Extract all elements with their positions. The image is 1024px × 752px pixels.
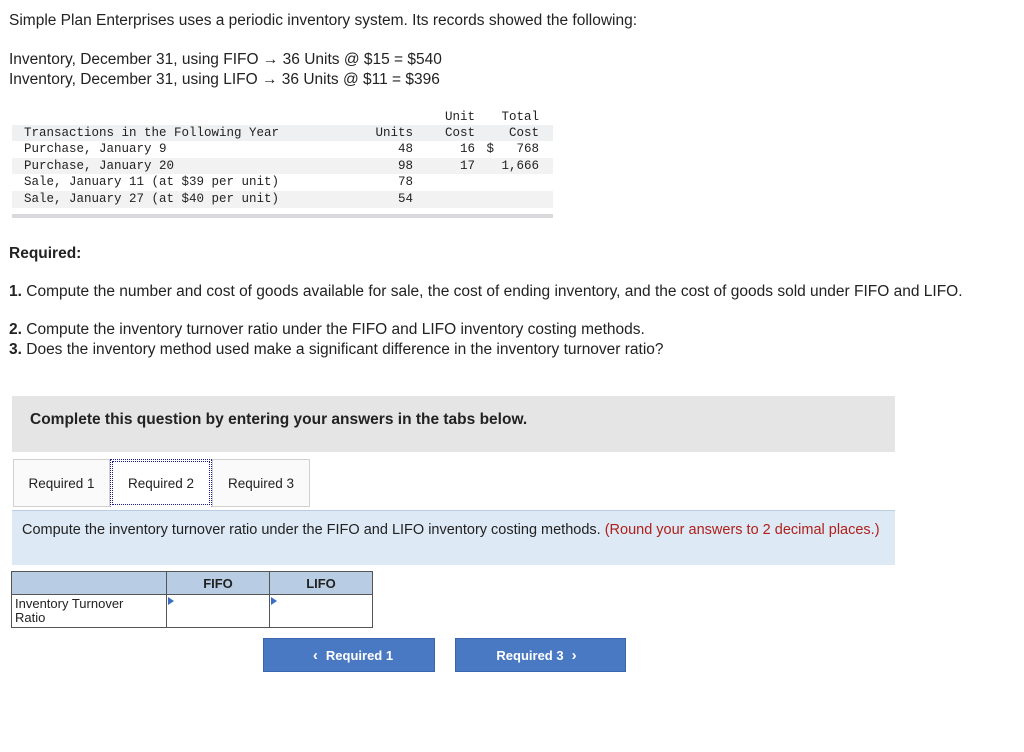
answer-table bbox=[11, 571, 373, 628]
units-header: Units bbox=[357, 125, 413, 142]
tab-required-3[interactable]: Required 3 bbox=[212, 459, 310, 507]
row-label: Sale, January 27 (at $40 per unit) bbox=[12, 191, 357, 208]
question-3 bbox=[9, 340, 664, 359]
prev-button-label: Required 1 bbox=[325, 647, 394, 663]
row-label: Sale, January 11 (at $39 per unit) bbox=[12, 174, 357, 191]
table-row bbox=[12, 158, 553, 175]
unit-cost-header-bottom: Cost bbox=[413, 125, 475, 142]
row-unit-cost: 16 bbox=[413, 141, 475, 158]
table-row bbox=[12, 174, 553, 191]
row-label: Purchase, January 20 bbox=[12, 158, 357, 175]
required-heading: Required: bbox=[9, 245, 82, 262]
answer-table-corner bbox=[12, 572, 167, 595]
lifo-turnover-input[interactable] bbox=[270, 597, 372, 625]
turnover-label-line-1: Inventory Turnover bbox=[15, 596, 124, 611]
input-marker-icon bbox=[168, 597, 174, 605]
table-header bbox=[12, 125, 553, 142]
row-total-cost bbox=[475, 191, 553, 208]
table-divider bbox=[12, 214, 553, 218]
question-3-number: 3. bbox=[9, 341, 22, 358]
inventory-lifo-line: Inventory, December 31, using LIFO → 36 Units @ $11 = $396 bbox=[9, 71, 440, 88]
next-button-label: Required 3 bbox=[496, 647, 564, 663]
question-2-text: Compute the inventory turnover ratio under the FIFO and LIFO inventory costing methods. bbox=[26, 321, 645, 338]
row-label: Purchase, January 9 bbox=[12, 141, 357, 158]
tab-bar bbox=[13, 459, 310, 509]
rounding-note: (Round your answers to 2 decimal places.) bbox=[604, 522, 880, 538]
tab-panel-instruction bbox=[12, 510, 895, 565]
fifo-header: FIFO bbox=[167, 572, 270, 595]
question-3-text: Does the inventory method used make a significant difference in the inventory turnover ratio? bbox=[26, 341, 664, 358]
lifo-header: LIFO bbox=[270, 572, 373, 595]
table-header-top bbox=[12, 108, 553, 125]
question-1-text: Compute the number and cost of goods available for sale, the cost of ending inventory, and the cost of goods sold under FIFO and LIFO. bbox=[26, 283, 963, 300]
question-1-number: 1. bbox=[9, 283, 22, 300]
row-units: 48 bbox=[357, 141, 413, 158]
question-2-number: 2. bbox=[9, 321, 22, 338]
inventory-fifo-line: Inventory, December 31, using FIFO → 36 Units @ $15 = $540 bbox=[9, 51, 442, 68]
panel-text bbox=[22, 521, 882, 539]
chevron-left-icon: ‹ bbox=[312, 646, 318, 664]
row-units: 78 bbox=[357, 174, 413, 191]
table-row bbox=[12, 141, 553, 158]
row-total-cost bbox=[475, 174, 553, 191]
row-total-cost: $ 768 bbox=[475, 141, 553, 158]
chevron-right-icon: › bbox=[571, 646, 577, 664]
unit-cost-header-top: Unit bbox=[444, 109, 475, 124]
transactions-header: Transactions in the Following Year bbox=[12, 125, 357, 142]
transactions-table bbox=[12, 108, 553, 218]
row-units: 54 bbox=[357, 191, 413, 208]
lifo-answer-cell bbox=[270, 595, 373, 628]
total-cost-header-bottom: Cost bbox=[475, 125, 553, 142]
turnover-row-label bbox=[12, 595, 167, 628]
fifo-turnover-input[interactable] bbox=[167, 597, 269, 625]
fifo-answer-cell bbox=[167, 595, 270, 628]
next-required-3-button[interactable] bbox=[455, 638, 626, 672]
total-cost-header-top: Total bbox=[501, 109, 539, 124]
banner-text: Complete this question by entering your answers in the tabs below. bbox=[30, 411, 528, 428]
tab-required-1[interactable]: Required 1 bbox=[13, 459, 110, 507]
intro-text: Simple Plan Enterprises uses a periodic inventory system. Its records showed the following: bbox=[9, 12, 638, 29]
table-row bbox=[12, 191, 553, 208]
row-unit-cost bbox=[413, 174, 475, 191]
prev-required-1-button[interactable] bbox=[263, 638, 435, 672]
row-unit-cost bbox=[413, 191, 475, 208]
instruction-banner bbox=[12, 396, 895, 452]
panel-instruction: Compute the inventory turnover ratio under the FIFO and LIFO inventory costing methods. bbox=[22, 522, 601, 538]
input-marker-icon bbox=[271, 597, 277, 605]
question-2 bbox=[9, 320, 645, 339]
tab-required-2[interactable]: Required 2 bbox=[110, 459, 212, 507]
row-units: 98 bbox=[357, 158, 413, 175]
question-1 bbox=[9, 282, 1009, 301]
row-total-cost: 1,666 bbox=[475, 158, 553, 175]
row-unit-cost: 17 bbox=[413, 158, 475, 175]
turnover-label-line-2: Ratio bbox=[15, 610, 46, 625]
